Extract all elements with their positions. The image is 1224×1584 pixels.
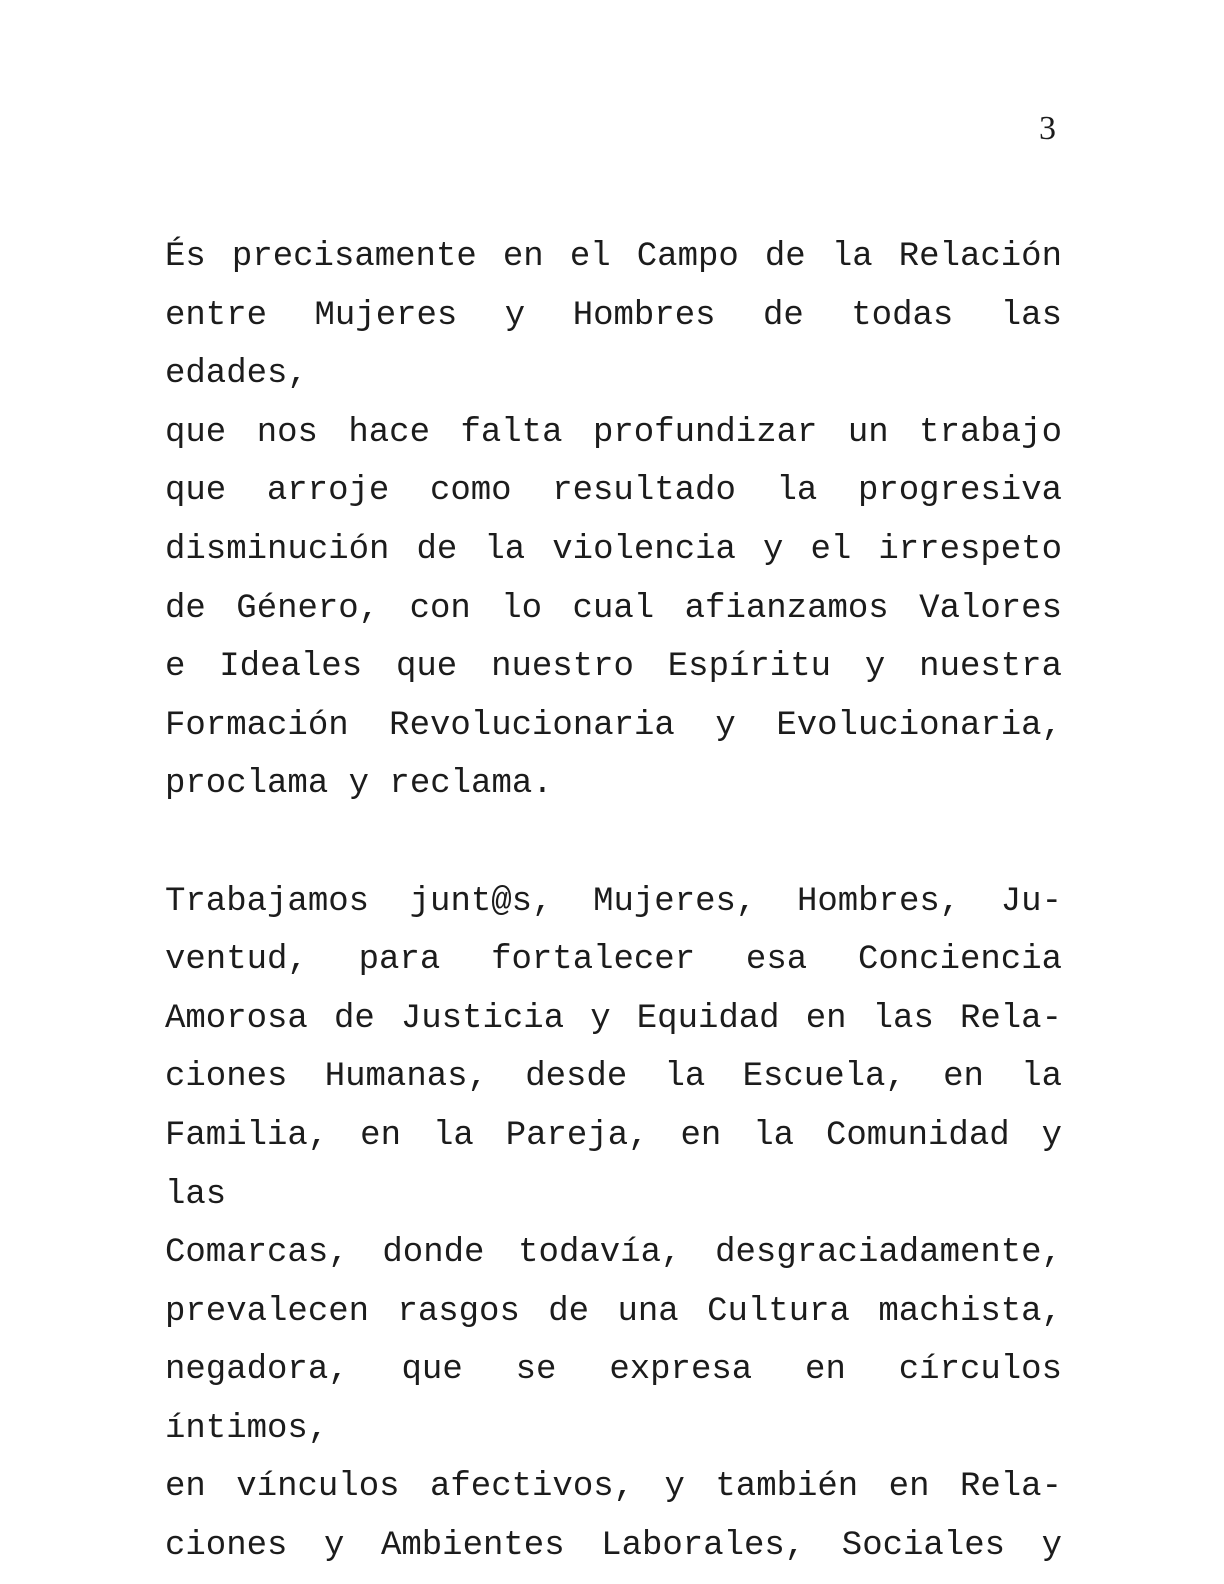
page-number: 3 (1039, 110, 1056, 147)
text-line: negadora, que se expresa en círculos íntimos, (165, 1351, 1062, 1448)
text-line: ventud, para fortalecer esa Conciencia (165, 941, 1062, 980)
text-line: entre Mujeres y Hombres de todas las edades, (165, 296, 1062, 394)
paragraph (165, 873, 1062, 1576)
text-line: proclama y reclama. (165, 765, 553, 804)
text-line: Formación Revolucionaria y Evolucionaria, (165, 706, 1062, 745)
paragraph (165, 228, 1062, 814)
text-line: ciones Humanas, desde la Escuela, en la (165, 1058, 1062, 1097)
text-line: e Ideales que nuestro Espíritu y nuestra (165, 648, 1062, 687)
text-line: Amorosa de Justicia y Equidad en las Rela- (165, 999, 1062, 1038)
text-line: prevalecen rasgos de una Cultura machista, (165, 1292, 1062, 1331)
text-line: que arroje como resultado la progresiva (165, 472, 1062, 511)
text-line: de Género, con lo cual afianzamos Valores (165, 589, 1062, 628)
text-line: ciones y Ambientes Laborales, Sociales y (165, 1527, 1062, 1566)
text-line: Comarcas, donde todavía, desgraciadamente, (165, 1234, 1062, 1273)
text-line: Familia, en la Pareja, en la Comunidad y las (165, 1116, 1062, 1214)
text-line: disminución de la violencia y el irrespeto (165, 530, 1062, 569)
text-line: que nos hace falta profundizar un trabajo (165, 413, 1062, 452)
text-line: en vínculos afectivos, y también en Rela- (165, 1468, 1062, 1507)
text-line: És precisamente en el Campo de la Relación (165, 238, 1062, 276)
text-line: Trabajamos junt@s, Mujeres, Hombres, Ju- (165, 882, 1062, 921)
document-body (165, 228, 1062, 1576)
